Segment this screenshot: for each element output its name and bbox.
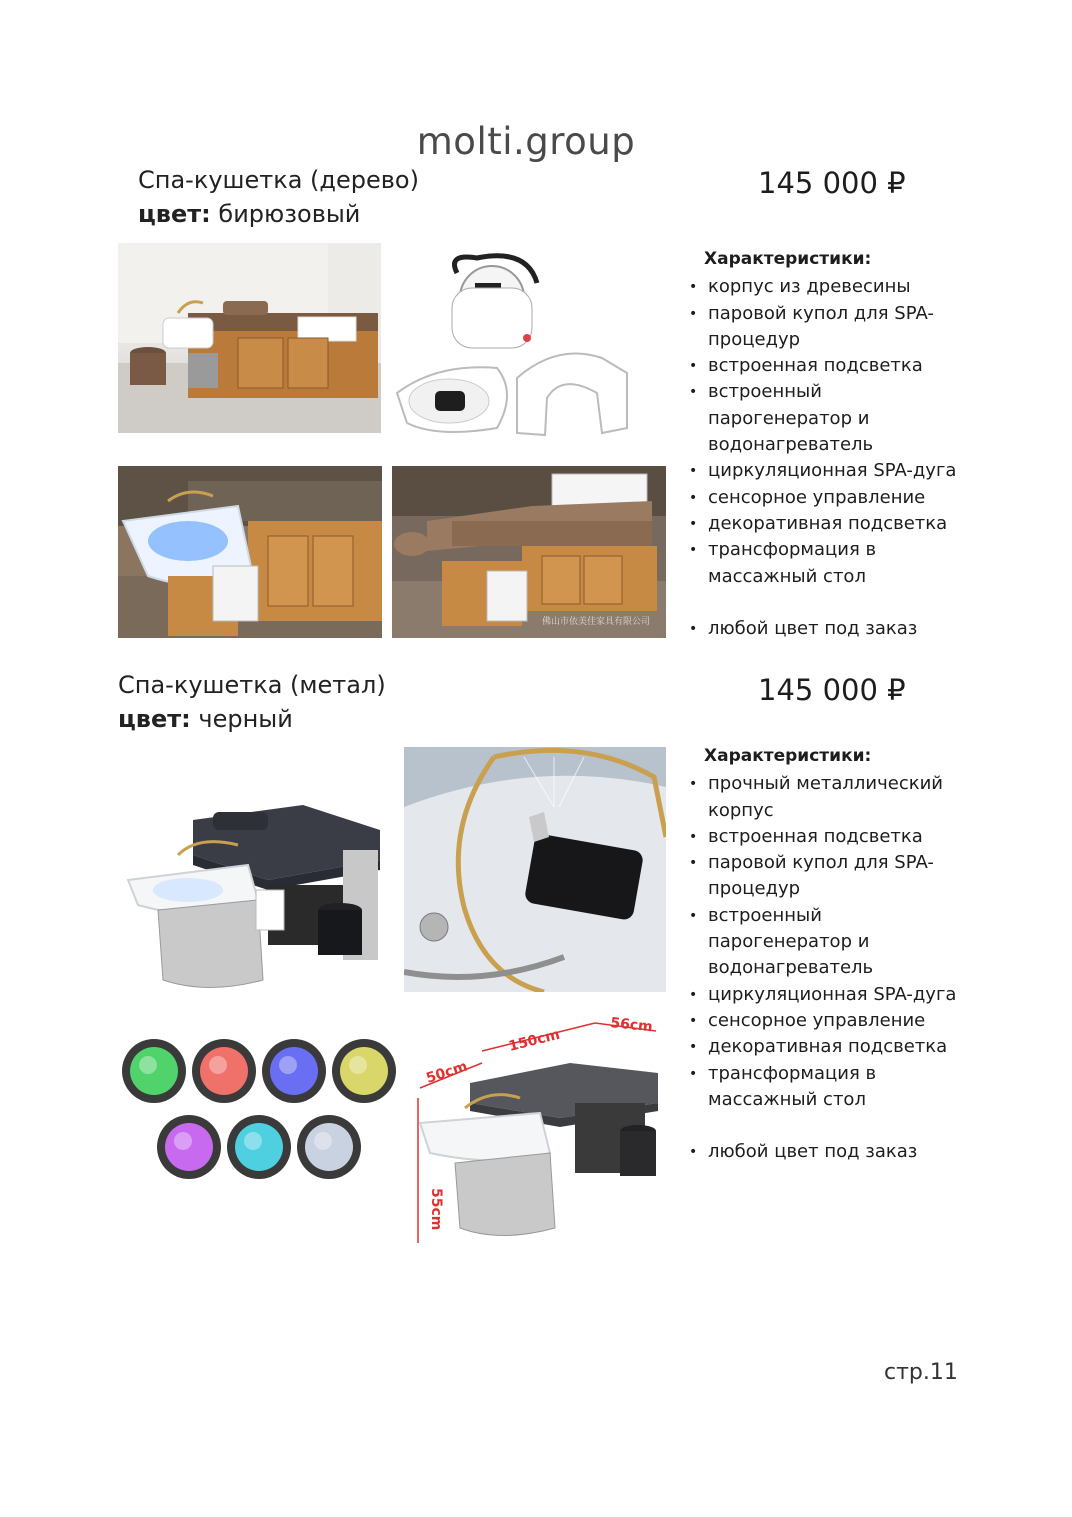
photo-metal-couch (118, 790, 388, 995)
color-value-2: черный (198, 705, 293, 733)
light-color-swatch (262, 1039, 326, 1103)
spec-item: • циркуляционная SPA-дуга (686, 458, 986, 484)
light-color-swatch (227, 1115, 291, 1179)
product-color-2 (118, 705, 293, 733)
spec-item: • встроенный парогенератор и водонагреватель (686, 903, 908, 982)
specs-title-2: Характеристики: (704, 746, 872, 766)
photo-dimensions (410, 1003, 666, 1250)
product-price-2: 145 000 ₽ (758, 673, 906, 707)
specs-title-1: Характеристики: (704, 249, 872, 269)
light-color-swatch (192, 1039, 256, 1103)
color-label-1: цвет: (138, 200, 211, 228)
spec-item: • прочный металлический корпус (686, 771, 968, 824)
product-title-2: Спа-кушетка (метал) (118, 671, 386, 699)
photo-wood-couch-room (118, 243, 381, 433)
page-number: стр.11 (884, 1360, 958, 1385)
spec-item: • декоративная подсветка (686, 511, 986, 537)
dim-50: 50cm (424, 1058, 470, 1087)
specs-list-1 (686, 274, 986, 642)
photo-basin-closeup (404, 747, 666, 992)
color-label-2: цвет: (118, 705, 191, 733)
spec-item: • циркуляционная SPA-дуга (686, 982, 986, 1008)
specs-block-2 (686, 743, 986, 1165)
product-title-1: Спа-кушетка (дерево) (138, 166, 419, 194)
spec-item: • встроенный парогенератор и водонагреватель (686, 379, 908, 458)
spec-extra: • любой цвет под заказ (686, 616, 986, 642)
brand-logo: molti.group (416, 120, 636, 163)
spec-item: • декоративная подсветка (686, 1034, 986, 1060)
dim-56: 56cm (609, 1015, 654, 1036)
photo-wood-couch-cradle (392, 466, 666, 638)
spec-item: • паровой купол для SPA-процедур (686, 850, 963, 903)
spec-item: • сенсорное управление (686, 485, 986, 511)
dim-55: 55cm (428, 1188, 444, 1231)
photo-wood-couch-basin (118, 466, 382, 638)
spec-extra: • любой цвет под заказ (686, 1139, 986, 1165)
photo-light-colors (118, 1035, 406, 1195)
spec-item: • встроенная подсветка (686, 824, 986, 850)
specs-list-2 (686, 771, 986, 1165)
dim-150: 150cm (507, 1026, 562, 1055)
spec-item: • паровой купол для SPA-процедур (686, 301, 963, 354)
light-color-swatch (157, 1115, 221, 1179)
light-color-swatch (297, 1115, 361, 1179)
light-color-swatch (122, 1039, 186, 1103)
photo-accessories (387, 243, 650, 438)
color-value-1: бирюзовый (218, 200, 361, 228)
specs-block-1 (686, 246, 986, 642)
spec-item: • трансформация в массажный стол (686, 1061, 908, 1114)
spec-item: • встроенная подсветка (686, 353, 986, 379)
spec-item: • трансформация в массажный стол (686, 537, 908, 590)
product-color-1 (138, 200, 360, 228)
photo-watermark: 佛山市依美佳家具有限公司 (542, 617, 651, 627)
spec-item: • корпус из древесины (686, 274, 986, 300)
light-color-swatch (332, 1039, 396, 1103)
spec-item: • сенсорное управление (686, 1008, 986, 1034)
product-price-1: 145 000 ₽ (758, 166, 906, 200)
